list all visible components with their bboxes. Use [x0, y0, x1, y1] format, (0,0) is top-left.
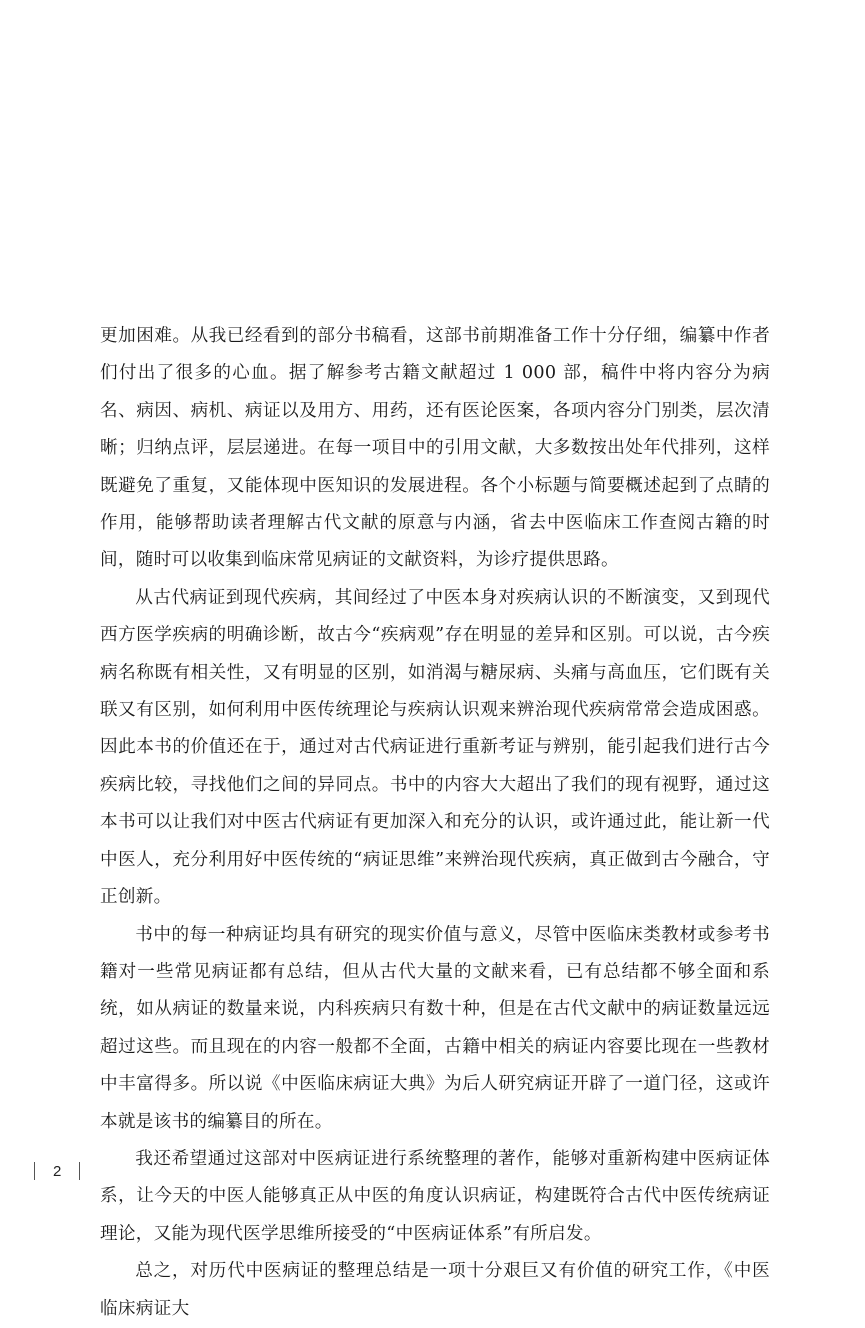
paragraph-5: 总之，对历代中医病证的整理总结是一项十分艰巨又有价值的研究工作，《中医临床病证大	[100, 1261, 770, 1319]
page-number: 2	[53, 1162, 62, 1180]
footer-divider-right	[79, 1162, 80, 1180]
body-text	[100, 318, 770, 1328]
paragraph-1: 更加困难。从我已经看到的部分书稿看，这部书前期准备工作十分仔细，编纂中作者们付出了很多的心血。据了解参考古籍文献超过 1 000 部，稿件中将内容分为病名、病因、病机、病证以及用方、用药，还有医论医案，各项内容分门别类，层次清晰；归纳点评，层层递进。在每一项目中的引用文献，大多数按出处年代排列，这样既避免了重复，又能体现中医知识的发展进程。各个小标题与简要概述起到了点睛的作用，能够帮助读者理解古代文献的原意与内涵，省去中医临床工作查阅古籍的时间，随时可以收集到临床常见病证的文献资料，为诊疗提供思路。	[100, 326, 770, 571]
paragraph-4: 我还希望通过这部对中医病证进行系统整理的著作，能够对重新构建中医病证体系，让今天的中医人能够真正从中医的角度认识病证，构建既符合古代中医传统病证理论，又能为现代医学思维所接受的“中医病证体系”有所启发。	[100, 1148, 770, 1244]
page-footer	[34, 1160, 80, 1182]
paragraph-2: 从古代病证到现代疾病，其间经过了中医本身对疾病认识的不断演变，又到现代西方医学疾病的明确诊断，故古今“疾病观”存在明显的差异和区别。可以说，古今疾病名称既有相关性，又有明显的区别，如消渴与糖尿病、头痛与高血压，它们既有关联又有区别，如何利用中医传统理论与疾病认识观来辨治现代疾病常常会造成困惑。因此本书的价值还在于，通过对古代病证进行重新考证与辨别，能引起我们进行古今疾病比较，寻找他们之间的异同点。书中的内容大大超出了我们的现有视野，通过这本书可以让我们对中医古代病证有更加深入和充分的认识，或许通过此，能让新一代中医人，充分利用好中医传统的“病证思维”来辨治现代疾病，真正做到古今融合，守正创新。	[100, 587, 770, 908]
paragraph-3: 书中的每一种病证均具有研究的现实价值与意义，尽管中医临床类教材或参考书籍对一些常见病证都有总结，但从古代大量的文献来看，已有总结都不够全面和系统，如从病证的数量来说，内科疾病只有数十种，但是在古代文献中的病证数量远远超过这些。而且现在的内容一般都不全面，古籍中相关的病证内容要比现在一些教材中丰富得多。所以说《中医临床病证大典》为后人研究病证开辟了一道门径，这或许本就是该书的编纂目的所在。	[100, 924, 770, 1132]
footer-divider-left	[34, 1162, 35, 1180]
